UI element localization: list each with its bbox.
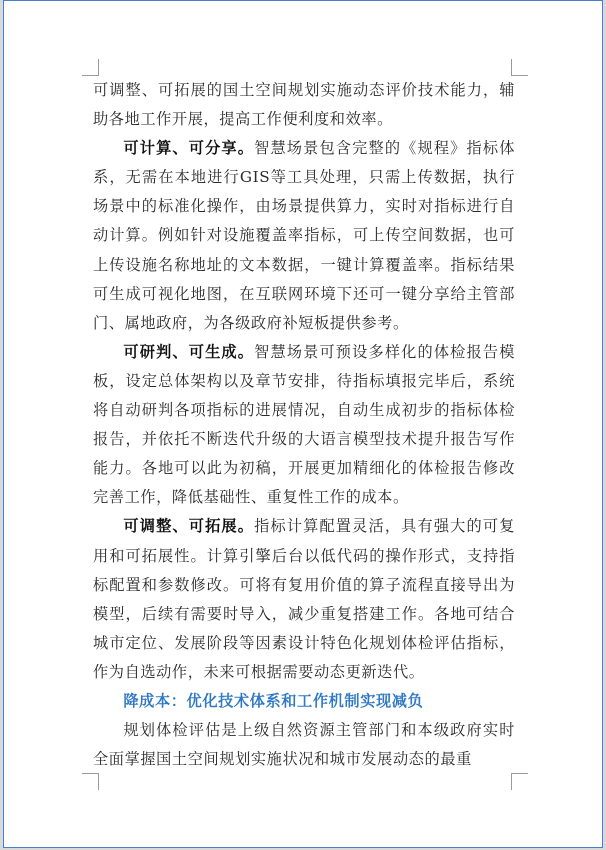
paragraph-lead: 可计算、可分享。: [123, 139, 255, 158]
paragraph-computable-shareable: [93, 134, 515, 338]
paragraph-text: 可调整、可拓展的国土空间规划实施动态评价技术能力，辅助各地工作开展，提高工作便利度和效率。: [93, 81, 515, 129]
paragraph-text: 指标计算配置灵活，具有强大的可复用和可拓展性。计算引擎后台以低代码的操作形式，支持指标配置和参数修改。可将有复用价值的算子流程直接导出为模型，后续有需要时导入，减少重复搭建工作。各地可结合城市定位、发展阶段等因素设计特色化规划体检评估指标，作为自选动作，未来可根据需要动态更新迭代。: [93, 517, 515, 681]
paragraph-adjustable-extensible: [93, 512, 515, 687]
section-subheading: 降成本：优化技术体系和工作机制实现减负: [123, 691, 424, 710]
paragraph-text: 智慧场景包含完整的《规程》指标体系，无需在本地进行GIS等工具处理，只需上传数据，执行场景中的标准化操作，由场景提供算力，实时对指标进行自动计算。例如针对设施覆盖率指标，可上传空间数据，也可上传设施名称地址的文本数据，一键计算覆盖率。指标结果可生成可视化地图，在互联网环境下还可一键分享给主管部门、属地政府，为各级政府补短板提供参考。: [93, 139, 515, 332]
crop-mark-bottom-right: [511, 773, 528, 790]
paragraph-lead: 可调整、可拓展。: [123, 517, 255, 536]
crop-mark-top-left: [82, 59, 99, 76]
document-body: [93, 76, 515, 774]
paragraph-text: 智慧场景可预设多样化的体检报告模板，设定总体架构以及章节安排，待指标填报完毕后，系统将自动研判各项指标的进展情况，自动生成初步的指标体检报告，并依托不断迭代升级的大语言模型技术提升报告写作能力。各地可以此为初稿，开展更加精细化的体检报告修改完善工作，降低基础性、重复性工作的成本。: [93, 342, 515, 507]
paragraph-final: 规划体检评估是上级自然资源主管部门和本级政府实时全面掌握国土空间规划实施状况和城市发展动态的最重: [93, 721, 515, 769]
paragraph-analyzable-generatable: [93, 338, 515, 513]
crop-mark-top-right: [511, 59, 528, 76]
crop-mark-bottom-left: [82, 773, 99, 790]
paragraph-lead: 可研判、可生成。: [123, 342, 255, 361]
paragraph-continuation: [93, 76, 515, 134]
